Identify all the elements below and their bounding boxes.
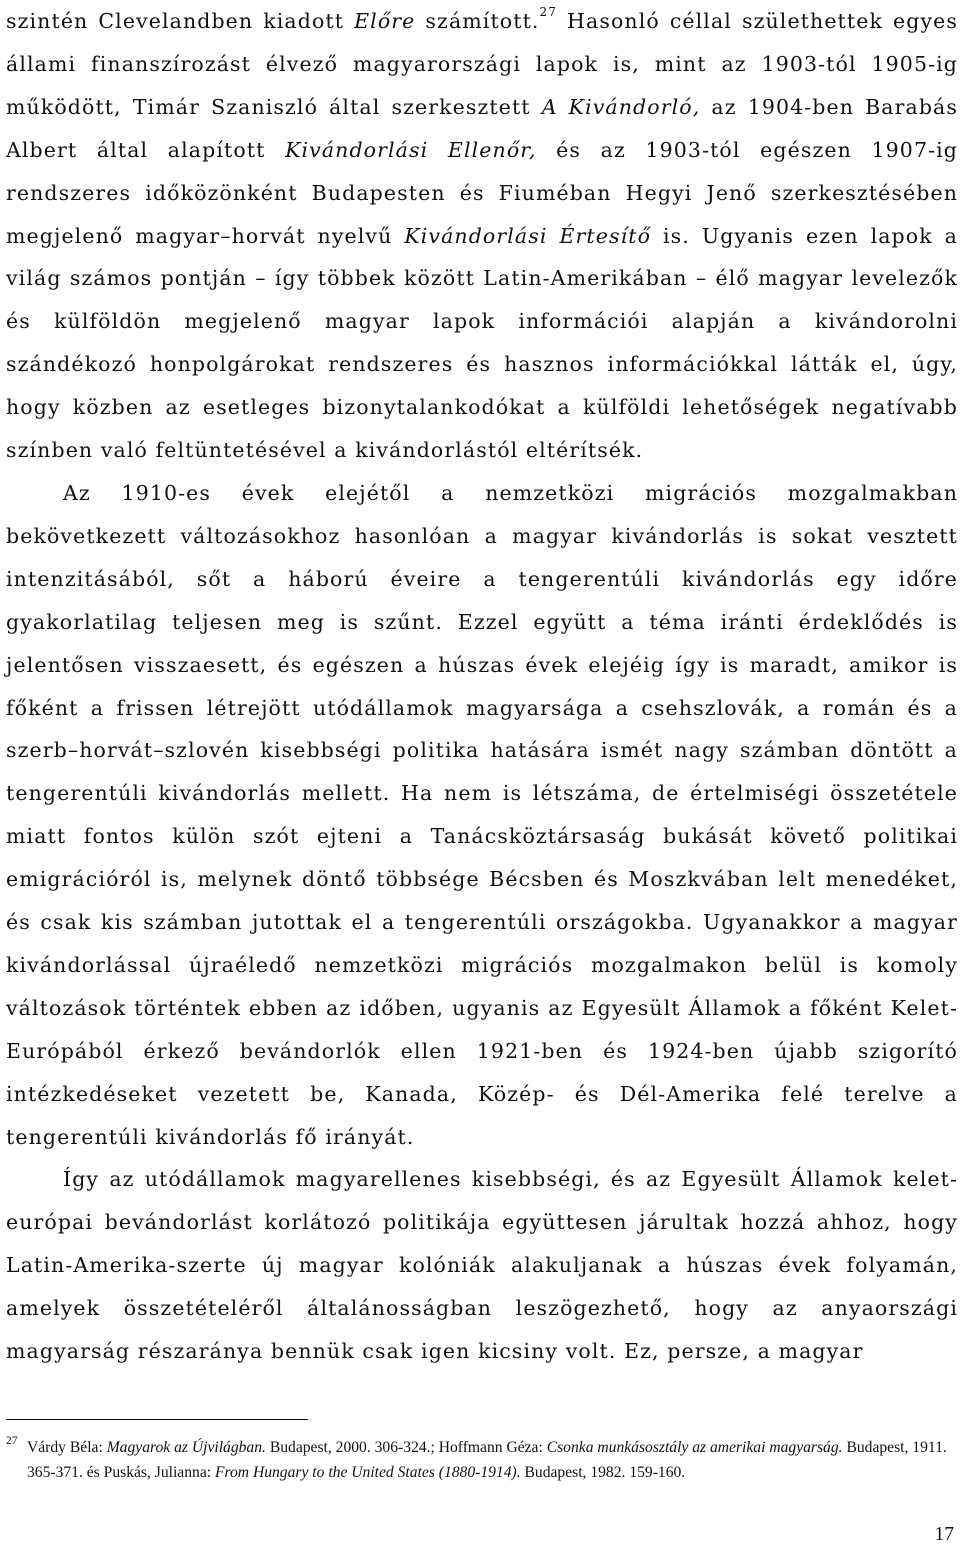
footnote (6, 1435, 958, 1485)
text-run: Az 1910-es évek elejétől a nemzetközi migrációs mozgalmakban bekövetkezett változásokhoz hasonlóan a magyar kivándorlás is sokat vesztett intenzitásából, sőt a háború éveire a tengerentúli kivándorlás egy időre gyakorlatilag teljesen meg is szűnt. Ezzel együtt a téma iránti érdeklődés is jelentősen visszaesett, és egészen a húszas évek elejéig így is maradt, amikor is főként a frissen létrejött utódállamok magyarsága a csehszlovák, a román és a szerb–horvát–szlovén kisebbségi politika hatására ismét nagy számban döntött a tengerentúli kivándorlás mellett. Ha nem is létszáma, de értelmiségi összetétele miatt fontos külön szót ejteni a Tanácsköztársaság bukását követő politikai emigrációról is, melynek döntő többsége Bécsben és Moszkvában lelt menedéket, és csak kis számban jutottak el a tengerentúli országokba. Ugyanakkor a magyar kivándorlással újraéledő nemzetközi migrációs mozgalmakon belül is komoly változások történtek ebben az időben, ugyanis az Egyesült Államok a főként Kelet-Európából érkező bevándorlók ellen 1921-ben és 1924-ben újabb szigorító intézkedéseket vezetett be, Kanada, Közép- és Dél-Amerika felé terelve a tengerentúli kivándorlás fő irányát. (6, 480, 958, 1149)
text-run: Hasonló céllal születhettek egyes állami finanszírozást élvező magyarországi lapok is, mint az 1903-tól 1905-ig működött, Timár Szaniszló által szerkesztett (6, 9, 958, 119)
paragraph (6, 0, 958, 472)
page-number: 17 (934, 1524, 954, 1545)
text-run: számított. (415, 9, 540, 33)
footnote-ref: 27 (539, 5, 558, 19)
italic-title: Csonka munkásosztály az amerikai magyarság. (546, 1439, 843, 1456)
italic-title: Kivándorlási Értesítő (404, 223, 652, 248)
text-run: is. Ugyanis ezen lapok a világ számos pontján – így többek között Latin-Amerikában – élő magyar levelezők és külföldön megjelenő magyar lapok információi alapján a kivándorolni szándékozó honpolgárokat rendszeres és hasznos információkkal látták el, úgy, hogy közben az esetleges bizonytalankodókat a külföldi lehetőségek negatívabb színben való feltüntetésével a kivándorlástól eltérítsék. (6, 223, 959, 463)
footnote-separator (6, 1419, 308, 1420)
text-run: Budapest, 2000. 306-324.; Hoffmann Géza: (265, 1439, 547, 1456)
italic-title: A Kivándorló, (541, 94, 701, 119)
paragraph (6, 472, 958, 1159)
text-run: szintén Clevelandben kiadott (6, 9, 355, 33)
body-text (6, 0, 958, 1373)
footnote-number: 27 (6, 1435, 18, 1447)
text-run: az 1904-ben Barabás Albert által alapított (6, 94, 958, 162)
italic-title: From Hungary to the United States (1880-1914). (214, 1464, 521, 1481)
italic-title: Kivándorlási Ellenőr, (285, 137, 537, 162)
text-run: Így az utódállamok magyarellenes kisebbségi, és az Egyesült Államok kelet-európai bevándorlást korlátozó politikája együttesen járultak hozzá ahhoz, hogy Latin-Amerika-szerte új magyar kolóniák alakuljanak a húszas évek folyamán, amelyek összetételéről általánosságban leszögezhető, hogy az anyaországi magyarság részaránya bennük csak igen kicsiny volt. Ez, persze, a magyar (6, 1167, 958, 1364)
italic-title: Magyarok az Újvilágban. (106, 1439, 266, 1456)
text-run: Várdy Béla: (27, 1439, 107, 1456)
italic-title: Előre (354, 9, 416, 33)
paragraph (6, 1158, 958, 1373)
text-run: Budapest, 1911. 365-371. és Puskás, Julianna: (27, 1439, 947, 1481)
text-run: és az 1903-tól egészen 1907-ig rendszeres időközönként Budapesten és Fiuméban Hegyi Jenő szerkesztésében megjelenő magyar–horvát nyelvű (6, 137, 958, 248)
text-run: Budapest, 1982. 159-160. (520, 1464, 686, 1481)
footnote-text (27, 1435, 958, 1485)
